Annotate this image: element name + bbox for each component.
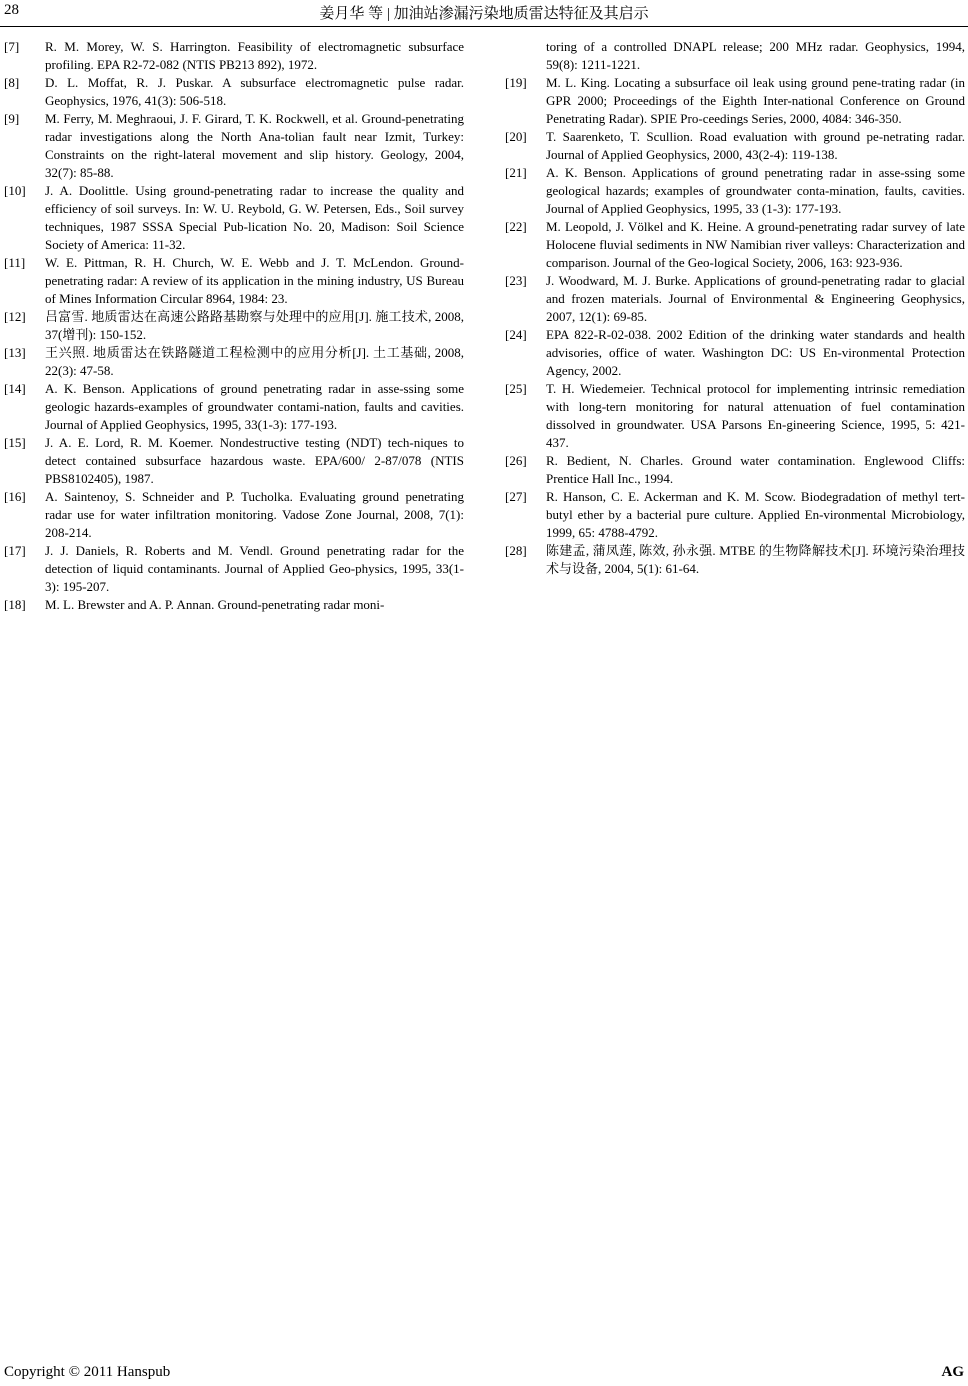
reference-entry [505, 542, 965, 578]
reference-text: 吕富雪. 地质雷达在高速公路路基勘察与处理中的应用[J]. 施工技术, 2008, 37(增刊): 150-152. [45, 309, 464, 342]
reference-number: [18] [4, 597, 26, 612]
reference-number: [7] [4, 39, 20, 54]
reference-text: M. Leopold, J. Völkel and K. Heine. A ground-penetrating radar survey of late Holocene fluvial sediments in NW Namibian river valleys: Characterization and comparison. Journal of the Geo-logical Society, 2006, 163: 923-936. [546, 219, 965, 270]
reference-entry [4, 74, 464, 110]
reference-text: 陈建孟, 蒲凤莲, 陈效, 孙永强. MTBE 的生物降解技术[J]. 环境污染治理技术与设备, 2004, 5(1): 61-64. [546, 543, 965, 576]
reference-entry [505, 272, 965, 326]
reference-number: [13] [4, 345, 26, 360]
reference-entry [4, 182, 464, 254]
reference-text: 王兴照. 地质雷达在铁路隧道工程检测中的应用分析[J]. 土工基础, 2008, 22(3): 47-58. [45, 345, 464, 378]
reference-number: [20] [505, 129, 527, 144]
reference-text: R. Hanson, C. E. Ackerman and K. M. Scow. Biodegradation of methyl tert-butyl ether by a bacterial pure culture. Applied En-vironmental Microbiology, 1999, 65: 4788-4792. [546, 489, 965, 540]
reference-number: [10] [4, 183, 26, 198]
reference-number: [23] [505, 273, 527, 288]
references-right-list [505, 74, 965, 578]
journal-abbreviation: AG [941, 1364, 964, 1380]
reference-entry [4, 254, 464, 308]
reference-text: R. M. Morey, W. S. Harrington. Feasibility of electromagnetic subsurface profiling. EPA R2-72-082 (NTIS PB213 892), 1972. [45, 39, 464, 72]
running-title: 姜月华 等 | 加油站渗漏污染地质雷达特征及其启示 [319, 6, 649, 22]
reference-entry [505, 452, 965, 488]
reference-entry [4, 308, 464, 344]
reference-number: [12] [4, 309, 26, 324]
reference-text: R. Bedient, N. Charles. Ground water contamination. Englewood Cliffs: Prentice Hall Inc., 1994. [546, 453, 965, 486]
reference-text: A. K. Benson. Applications of ground penetrating radar in asse-ssing some geological hazards; examples of groundwater conta-mination, faults, cavities. Journal of Applied Geophysics, 1995, 33 (1-3): 177-193. [546, 165, 965, 216]
reference-entry [505, 488, 965, 542]
reference-number: [24] [505, 327, 527, 342]
reference-number: [28] [505, 543, 527, 558]
reference-number: [27] [505, 489, 527, 504]
page-number: 28 [4, 2, 19, 18]
reference-number: [25] [505, 381, 527, 396]
reference-number: [17] [4, 543, 26, 558]
reference-number: [14] [4, 381, 26, 396]
reference-number: [11] [4, 255, 26, 270]
reference-text: J. J. Daniels, R. Roberts and M. Vendl. Ground penetrating radar for the detection of liquid contaminants. Journal of Applied Geo-physics, 1995, 33(1-3): 195-207. [45, 543, 464, 594]
reference-entry [4, 110, 464, 182]
reference-text: A. K. Benson. Applications of ground penetrating radar in asse-ssing some geologic hazards-examples of groundwater contami-nation, faults and cavities. Journal of Applied Geophysics, 1995, 33(1-3): 177-193. [45, 381, 464, 432]
reference-text: W. E. Pittman, R. H. Church, W. E. Webb and J. T. McLendon. Ground-penetrating radar: A review of its application in the mining industry, US Bureau of Mines Information Circular 8964, 1984: 23. [45, 255, 464, 306]
page-footer [4, 1364, 964, 1384]
reference-entry [505, 218, 965, 272]
reference-entry [4, 542, 464, 596]
reference-entry [4, 38, 464, 74]
reference-entry [505, 164, 965, 218]
reference-entry [4, 488, 464, 542]
reference-text: M. L. King. Locating a subsurface oil leak using ground pene-trating radar (in GPR 2000; Proceedings of the Eighth Inter-national Conference on Ground Penetrating Radar). SPIE Pro-ceedings Series, 2000, 4084: 346-350. [546, 75, 965, 126]
reference-text: EPA 822-R-02-038. 2002 Edition of the drinking water standards and health advisories, office of water. Washington DC: US En-vironmental Protection Agency, 2002. [546, 327, 965, 378]
reference-entry [505, 74, 965, 128]
reference-number: [26] [505, 453, 527, 468]
reference-continuation: toring of a controlled DNAPL release; 200 MHz radar. Geophysics, 1994, 59(8): 1211-1221. [546, 39, 965, 72]
reference-entry [4, 380, 464, 434]
reference-text: M. Ferry, M. Meghraoui, J. F. Girard, T. K. Rockwell, et al. Ground-penetrating radar investigations along the North Ana-tolian fault near Izmit, Turkey: Constraints on the right-lateral movement and slip history. Geology, 2004, 32(7): 85-88. [45, 111, 464, 180]
reference-text: J. Woodward, M. J. Burke. Applications of ground-penetrating radar to glacial and frozen materials. Journal of Environmental & Engineering Geophysics, 2007, 12(1): 69-85. [546, 273, 965, 324]
reference-text: J. A. Doolittle. Using ground-penetrating radar to increase the quality and efficiency of soil surveys. In: W. U. Reybold, G. W. Petersen, Eds., Soil survey techniques, 1987 SSSA Special Pub-lication No. 20, Madison: Soil Science Society of America: 11-32. [45, 183, 464, 252]
reference-entry [4, 344, 464, 380]
references-right-column [505, 38, 965, 578]
reference-number: [19] [505, 75, 527, 90]
reference-text: A. Saintenoy, S. Schneider and P. Tucholka. Evaluating ground penetrating radar use for water infiltration monitoring. Vadose Zone Journal, 2008, 7(1): 208-214. [45, 489, 464, 540]
reference-number: [21] [505, 165, 527, 180]
reference-entry [505, 128, 965, 164]
reference-text: T. H. Wiedemeier. Technical protocol for implementing intrinsic remediation with long-tern monitoring for natural attenuation of fuel contamination dissolved in groundwater. USA Parsons En-gineering Science, 1995, 5: 421-437. [546, 381, 965, 450]
reference-text: J. A. E. Lord, R. M. Koemer. Nondestructive testing (NDT) tech-niques to detect contained subsurface hazardous waste. EPA/600/ 2-87/078 (NTIS PBS8102405), 1987. [45, 435, 464, 486]
copyright-notice: Copyright © 2011 Hanspub [4, 1364, 171, 1380]
reference-number: [8] [4, 75, 20, 90]
references-left-column [4, 38, 464, 614]
reference-entry [505, 380, 965, 452]
reference-number: [15] [4, 435, 26, 450]
reference-number: [9] [4, 111, 20, 126]
reference-number: [22] [505, 219, 527, 234]
reference-entry [4, 434, 464, 488]
reference-number: [16] [4, 489, 26, 504]
reference-entry [505, 326, 965, 380]
reference-text: T. Saarenketo, T. Scullion. Road evaluation with ground pe-netrating radar. Journal of Applied Geophysics, 2000, 43(2-4): 119-138. [546, 129, 965, 162]
page-header [0, 0, 968, 27]
reference-text: M. L. Brewster and A. P. Annan. Ground-penetrating radar moni- [45, 597, 385, 612]
reference-entry [4, 596, 464, 614]
reference-text: D. L. Moffat, R. J. Puskar. A subsurface electromagnetic pulse radar. Geophysics, 1976, 41(3): 506-518. [45, 75, 464, 108]
